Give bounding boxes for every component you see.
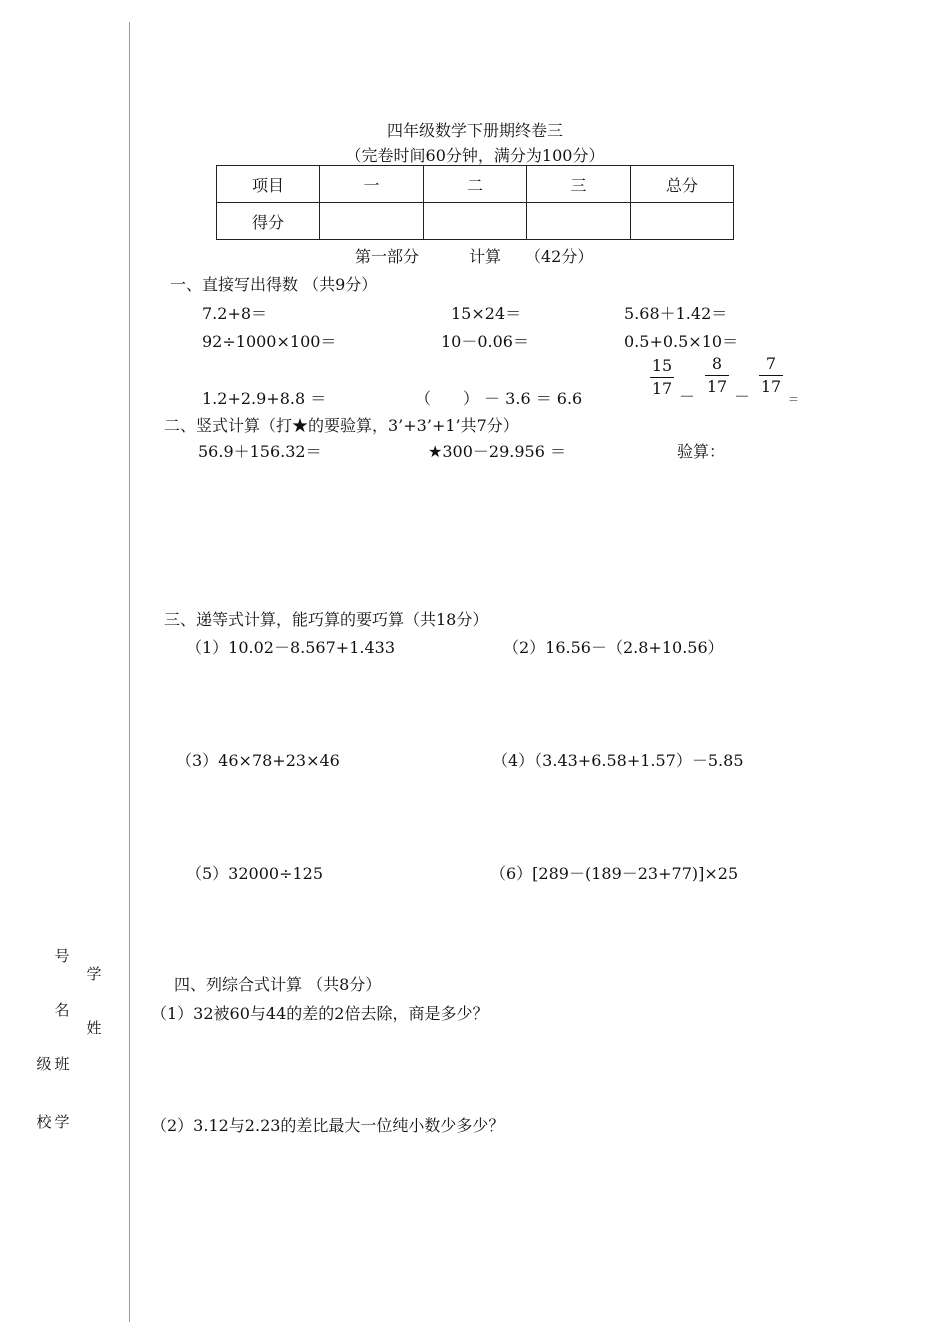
margin-label-school-xue: 学 [54, 1113, 70, 1131]
section4-title: 四、列综合式计算 （共8分） [174, 975, 382, 994]
score-table-header: 总分 [631, 166, 734, 203]
binding-line [129, 22, 130, 1322]
word-problem: （1）32被60与44的差的2倍去除，商是多少？ [151, 1004, 489, 1023]
oral-item: （ ） － 3.6 ＝ 6.6 [415, 389, 583, 408]
section3-title: 三、递等式计算，能巧算的要巧算（共18分） [164, 610, 489, 629]
margin-label-class-ji: 级 [36, 1055, 52, 1073]
margin-label-class-ban: 班 [54, 1055, 70, 1073]
oral-item: 1.2+2.9+8.8 ＝ [202, 389, 327, 408]
step-calc-item: （2）16.56－（2.8+10.56） [503, 638, 724, 657]
page-subtitle: （完卷时间60分钟，满分为100分） [345, 146, 605, 165]
score-table-header: 项目 [217, 166, 320, 203]
fraction-minus-operator: － [734, 387, 751, 406]
step-calc-item: （1）10.02－8.567+1.433 [186, 638, 396, 657]
score-table-header: 二 [424, 166, 527, 203]
score-table-header: 三 [527, 166, 631, 203]
step-calc-item: （6）[289－(189－23+77)]×25 [490, 864, 739, 883]
fraction-numerator: 7 [765, 354, 777, 373]
section1-title: 一、直接写出得数 （共9分） [170, 275, 378, 294]
score-cell[interactable] [527, 203, 631, 240]
step-calc-item: （4）（3.43+6.58+1.57）－5.85 [492, 751, 744, 770]
score-cell[interactable] [631, 203, 734, 240]
part1-title: 第一部分 [355, 247, 420, 266]
margin-label-school-xiao: 校 [36, 1113, 52, 1131]
fraction-8-17 [705, 355, 729, 396]
fraction-denominator: 17 [760, 377, 782, 396]
oral-item: 0.5+0.5×10＝ [624, 332, 739, 351]
vertical-calc-item: 56.9＋156.32＝ [198, 442, 322, 461]
oral-item: 15×24＝ [451, 304, 522, 323]
margin-label-name-xing: 姓 [86, 1019, 102, 1037]
fraction-denominator: 17 [706, 377, 728, 396]
step-calc-item: （3）46×78+23×46 [176, 751, 340, 770]
fraction-numerator: 15 [651, 356, 673, 375]
fraction-denominator: 17 [651, 379, 673, 398]
margin-label-student-number-hao: 号 [54, 947, 70, 965]
fraction-15-17 [650, 357, 674, 398]
oral-item: 5.68＋1.42＝ [624, 304, 728, 323]
fraction-7-17 [759, 355, 783, 396]
margin-label-name-ming: 名 [54, 1001, 70, 1019]
score-table [216, 165, 734, 240]
check-label: 验算： [677, 442, 726, 461]
step-calc-item: （5）32000÷125 [186, 864, 324, 883]
oral-item: 92÷1000×100＝ [202, 332, 337, 351]
word-problem: （2）3.12与2.23的差比最大一位纯小数少多少？ [151, 1116, 505, 1135]
fraction-equals: ＝ [788, 393, 799, 406]
score-cell[interactable] [424, 203, 527, 240]
oral-item: 10－0.06＝ [441, 332, 529, 351]
score-row-label: 得分 [217, 203, 320, 240]
part1-points: （42分） [525, 247, 594, 266]
section2-title: 二、竖式计算（打★的要验算，3’+3’+1’共7分） [164, 416, 519, 435]
score-cell[interactable] [320, 203, 424, 240]
page-title: 四年级数学下册期终卷三 [386, 121, 563, 140]
fraction-numerator: 8 [711, 354, 723, 373]
score-table-header: 一 [320, 166, 424, 203]
part1-name: 计算 [469, 247, 502, 266]
vertical-calc-item: ★300－29.956 ＝ [428, 442, 566, 461]
score-table-header-row [217, 166, 734, 203]
margin-label-student-number-xue: 学 [86, 965, 102, 983]
fraction-minus-operator: － [679, 387, 696, 406]
oral-item: 7.2+8＝ [202, 304, 268, 323]
score-table-score-row [217, 203, 734, 240]
